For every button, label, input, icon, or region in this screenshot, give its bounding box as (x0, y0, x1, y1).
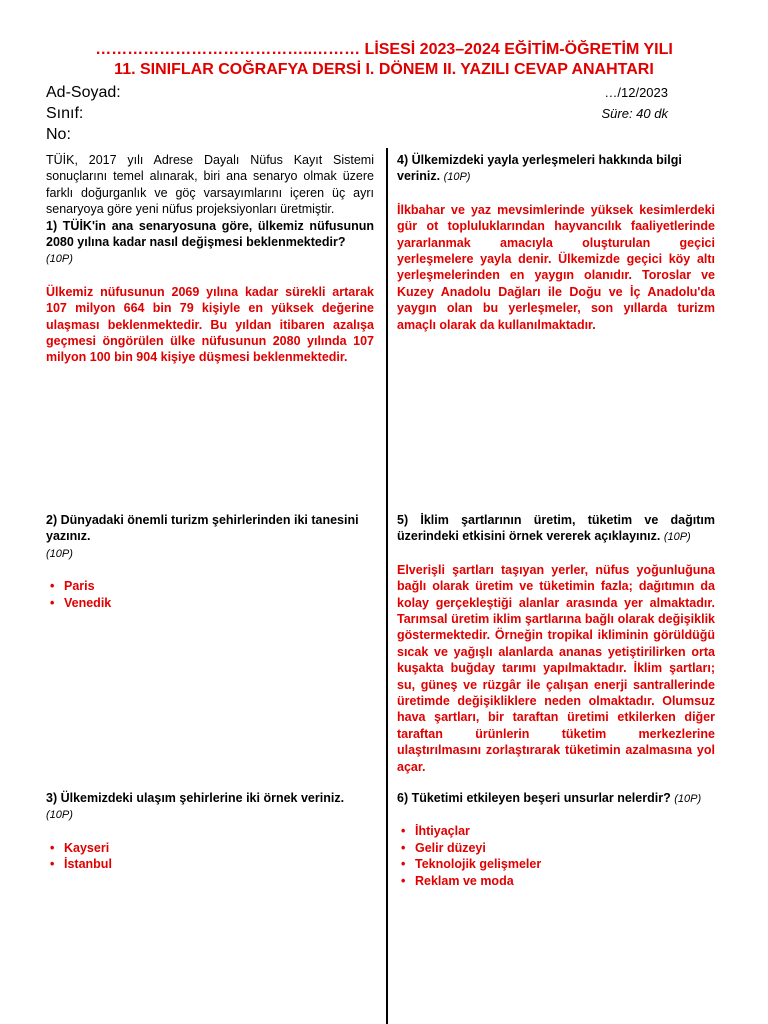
exam-date: …/12/2023 (604, 85, 668, 100)
list-item: • Reklam ve moda (415, 873, 715, 889)
question-5-block (397, 512, 715, 775)
question-1-text: 1) TÜİK'in ana senaryosuna göre, ülkemiz nüfusunun 2080 yılına kadar nasıl değişmesi beklenmektedir? (46, 218, 374, 250)
question-1-points: (10P) (46, 253, 73, 266)
answer-2-list (46, 578, 374, 611)
question-3-block (46, 790, 374, 873)
list-item: • Teknolojik gelişmeler (415, 856, 715, 872)
question-6 (397, 790, 715, 807)
question-4-block (397, 152, 715, 333)
list-item: • Paris (64, 578, 374, 594)
title-line-1: …………………………………..……… LİSESİ 2023–2024 EĞİTİM-ÖĞRETİM YILI (95, 41, 673, 58)
no-label: No: (46, 126, 71, 143)
question-5-points: (10P) (663, 531, 691, 544)
answer-6-list (397, 823, 715, 889)
question-4 (397, 152, 715, 186)
list-item: • Venedik (64, 595, 374, 611)
question-1-block (46, 152, 374, 366)
answer-5: Elverişli şartları taşıyan yerler, nüfus yoğunluğuna bağlı olarak üretim ve tüketimin fazla; dağıtımın da kolay gerçekleştiği alanlar arasında yer almaktadır. Tarımsal üretim iklim şartlarına bağlı olarak değişiklik göstermektedir. Örneğin tropikal ikliminin görüldüğü sıcak ve yağışlı alanlarda ananas yetiştirilirken orta kuşakta buğday tarımı yapılmaktadır. İklim şartları; su, güneş ve rüzgâr ile çalışan enerji santrallerinde üretimde değişikliklere neden olmaktadır. Olumsuz hava şartları, bir taraftan üretimi etkilerken diğer taraftan ürünlerin tüketim merkezlerine ulaştırılmasını zorlaştırarak tüketimin azalmasına yol açar. (397, 562, 715, 774)
title-line-2: 11. SINIFLAR COĞRAFYA DERSİ I. DÖNEM II. YAZILI CEVAP ANAHTARI (114, 61, 654, 78)
list-item: • İstanbul (64, 856, 374, 872)
question-4-points: (10P) (443, 171, 471, 184)
class-label: Sınıf: (46, 105, 84, 122)
question-3-text: 3) Ülkemizdeki ulaşım şehirlerine iki örnek veriniz. (46, 791, 345, 805)
question-5 (397, 512, 715, 546)
question-4-text: 4) Ülkemizdeki yayla yerleşmeleri hakkında bilgi veriniz. (397, 153, 682, 184)
question-2-text: 2) Dünyadaki önemli turizm şehirlerinden iki tanesini yazınız. (46, 513, 359, 544)
question-3-points: (10P) (46, 809, 73, 822)
list-item: • İhtiyaçlar (415, 823, 715, 839)
question-2-points: (10P) (46, 547, 73, 560)
answer-1: Ülkemiz nüfusunun 2069 yılına kadar sürekli artarak 107 milyon 664 bin 79 kişiyle en yüksek değerine ulaşması beklenmektedir. Bu yıldan itibaren azalışa geçmesi öngörülen ülke nüfusunun 2080 yılında 107 milyon 100 bin 904 kişiye düşmesi beklenmektedir. (46, 284, 374, 365)
name-label: Ad-Soyad: (46, 84, 121, 101)
exam-duration: Süre: 40 dk (601, 106, 668, 121)
question-2-block (46, 512, 374, 611)
question-5-text: 5) İklim şartlarının üretim, tüketim ve dağıtım üzerindeki etkisini örnek vererek açıklayınız. (397, 513, 715, 544)
answer-4: İlkbahar ve yaz mevsimlerinde yüksek kesimlerdeki gür ot topluluklarından hayvancılık faaliyetlerinde yararlanmak amacıyla oluşturulan geçici yerleşmelere yayla denir. Ülkemizde geçici köy altı yerleşmelerinden en yaygın olanıdır. Toroslar ve Kuzey Anadolu Dağları ile Doğu ve İç Anadolu'da yaygın olan bu yerleşmeler, son yıllarda turizm amaçlı olarak da kullanılmaktadır. (397, 202, 715, 332)
answer-3-list (46, 840, 374, 873)
intro-text: TÜİK, 2017 yılı Adrese Dayalı Nüfus Kayıt Sistemi sonuçlarını temel alınarak, biri ana senaryo olmak üzere farklı doğurganlık ve göç varsayımlarını içeren üç ayrı senaryoya göre yeni nüfus projeksiyonları üretmiştir. (46, 153, 374, 217)
question-6-points: (10P) (674, 793, 702, 805)
list-item: • Kayseri (64, 840, 374, 856)
column-divider (386, 148, 388, 1024)
question-6-block (397, 790, 715, 889)
list-item: • Gelir düzeyi (415, 840, 715, 856)
question-1 (46, 218, 374, 251)
question-6-text: 6) Tüketimi etkileyen beşeri unsurlar nelerdir? (397, 791, 671, 805)
